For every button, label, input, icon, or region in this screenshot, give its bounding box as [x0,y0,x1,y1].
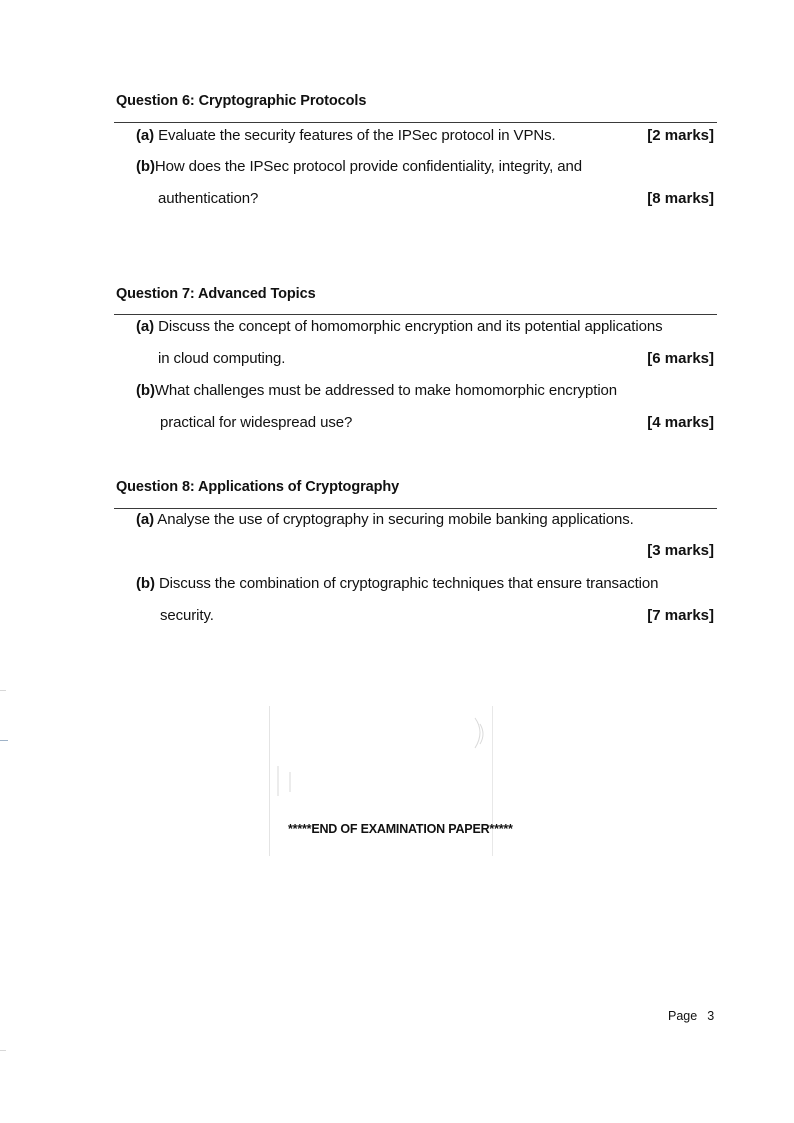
question-8-divider [114,508,717,509]
part-label: (a) [136,127,155,144]
scan-edge-mark [0,690,6,691]
question-8-part-b-continued: security. [160,607,214,624]
question-7-part-a-continued: in cloud computing. [158,350,286,367]
scan-edge-mark [0,1050,6,1051]
question-7-part-a [136,318,662,335]
part-label: (b) [136,382,155,399]
question-7-part-b-marks: [4 marks] [647,414,714,431]
question-8-part-b [136,575,658,592]
part-text: Discuss the combination of cryptographic techniques that ensure transaction [158,575,659,592]
question-7-part-a-marks: [6 marks] [647,350,714,367]
end-of-paper-text: *****END OF EXAMINATION PAPER***** [288,822,513,836]
part-label: (a) [136,318,155,335]
part-text: Evaluate the security features of the IPSec protocol in VPNs. [158,127,556,144]
scan-edge-mark [0,740,8,741]
part-text: Analyse the use of cryptography in securing mobile banking applications. [157,511,634,528]
question-6-title: Question 6: Cryptographic Protocols [116,93,367,109]
question-7-divider [114,314,717,315]
question-6-part-b-continued: authentication? [158,190,259,207]
page-number-value: 3 [707,1009,715,1023]
question-8-part-b-marks: [7 marks] [647,607,714,624]
question-8-part-a-marks: [3 marks] [647,542,714,559]
question-6-divider [114,122,717,123]
question-7-part-b-continued: practical for widespread use? [160,414,353,431]
question-6-part-b-marks: [8 marks] [647,190,714,207]
question-6-part-a-marks: [2 marks] [647,127,714,144]
part-text: What challenges must be addressed to make homomorphic encryption [154,382,618,399]
part-text: Discuss the concept of homomorphic encryption and its potential applications [158,318,663,335]
part-label: (b) [136,575,155,592]
page-label: Page [668,1009,698,1023]
question-8-title: Question 8: Applications of Cryptography [116,479,400,495]
question-7-part-b [136,382,617,399]
question-8-part-a [136,511,634,528]
part-label: (a) [136,511,155,528]
part-text: How does the IPSec protocol provide confidentiality, integrity, and [154,158,583,175]
page-number [668,1009,714,1023]
question-6-part-b [136,158,582,175]
question-6-part-a [136,127,556,144]
question-7-title: Question 7: Advanced Topics [116,286,316,302]
part-label: (b) [136,158,155,175]
